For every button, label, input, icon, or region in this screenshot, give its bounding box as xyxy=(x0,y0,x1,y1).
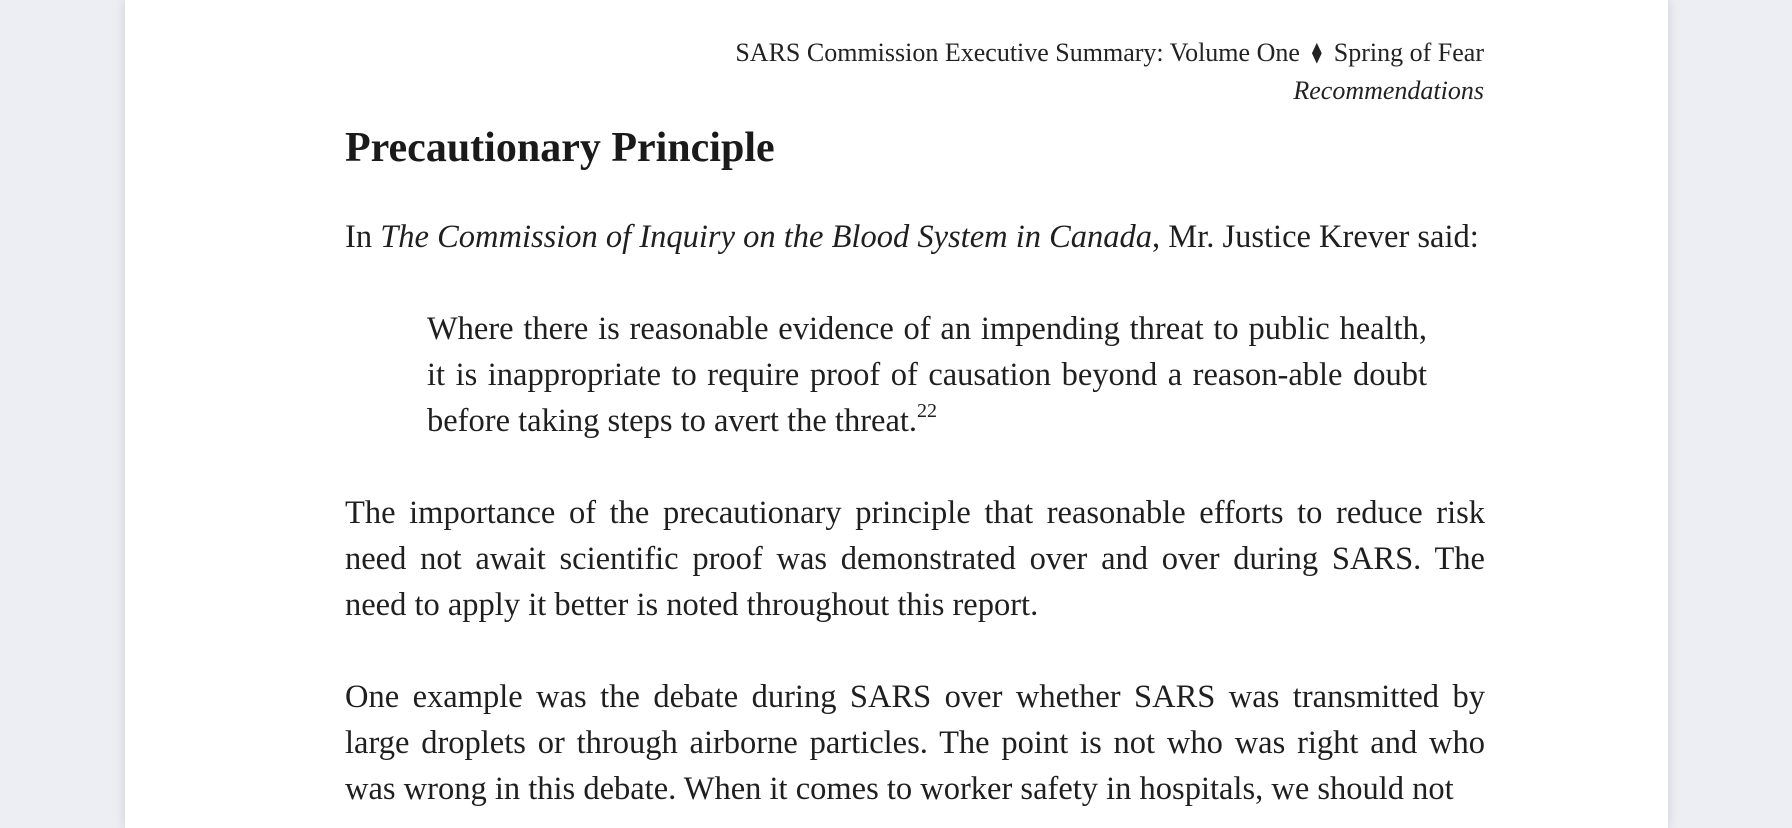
footnote-marker[interactable]: 22 xyxy=(917,400,938,422)
quote-text: Where there is reasonable evidence of an impending threat to public health, it is inappropriate to require proof of causation beyond a reason-able doubt before taking steps to avert the threat. xyxy=(427,311,1427,439)
intro-prefix: In xyxy=(345,219,381,255)
body-paragraph: The importance of the precautionary principle that reasonable efforts to reduce risk need not await scientific proof was demonstrated over and over during SARS. The need to apply it better is noted throughout this report. xyxy=(345,495,1485,623)
page-body xyxy=(345,120,1485,812)
intro-suffix: , Mr. Justice Krever said: xyxy=(1152,219,1479,255)
cited-work-title: The Commission of Inquiry on the Blood System in Canada xyxy=(380,219,1153,255)
running-header xyxy=(735,34,1484,109)
body-paragraph: One example was the debate during SARS over whether SARS was transmitted by large droplets or through airborne particles. The point is not who was right and who was wrong in this debate. When it comes to worker safety in hospitals, we should not xyxy=(345,679,1485,807)
header-title-line xyxy=(735,34,1484,72)
section-name: Recommendations xyxy=(1293,76,1484,105)
block-quote xyxy=(427,306,1427,444)
intro-paragraph xyxy=(345,214,1485,260)
report-title: SARS Commission Executive Summary: Volume One xyxy=(735,38,1300,67)
diamond-separator-icon: ⧫ xyxy=(1311,42,1322,64)
report-subtitle: Spring of Fear xyxy=(1333,38,1484,67)
document-page xyxy=(125,0,1668,828)
section-heading: Precautionary Principle xyxy=(345,125,775,171)
